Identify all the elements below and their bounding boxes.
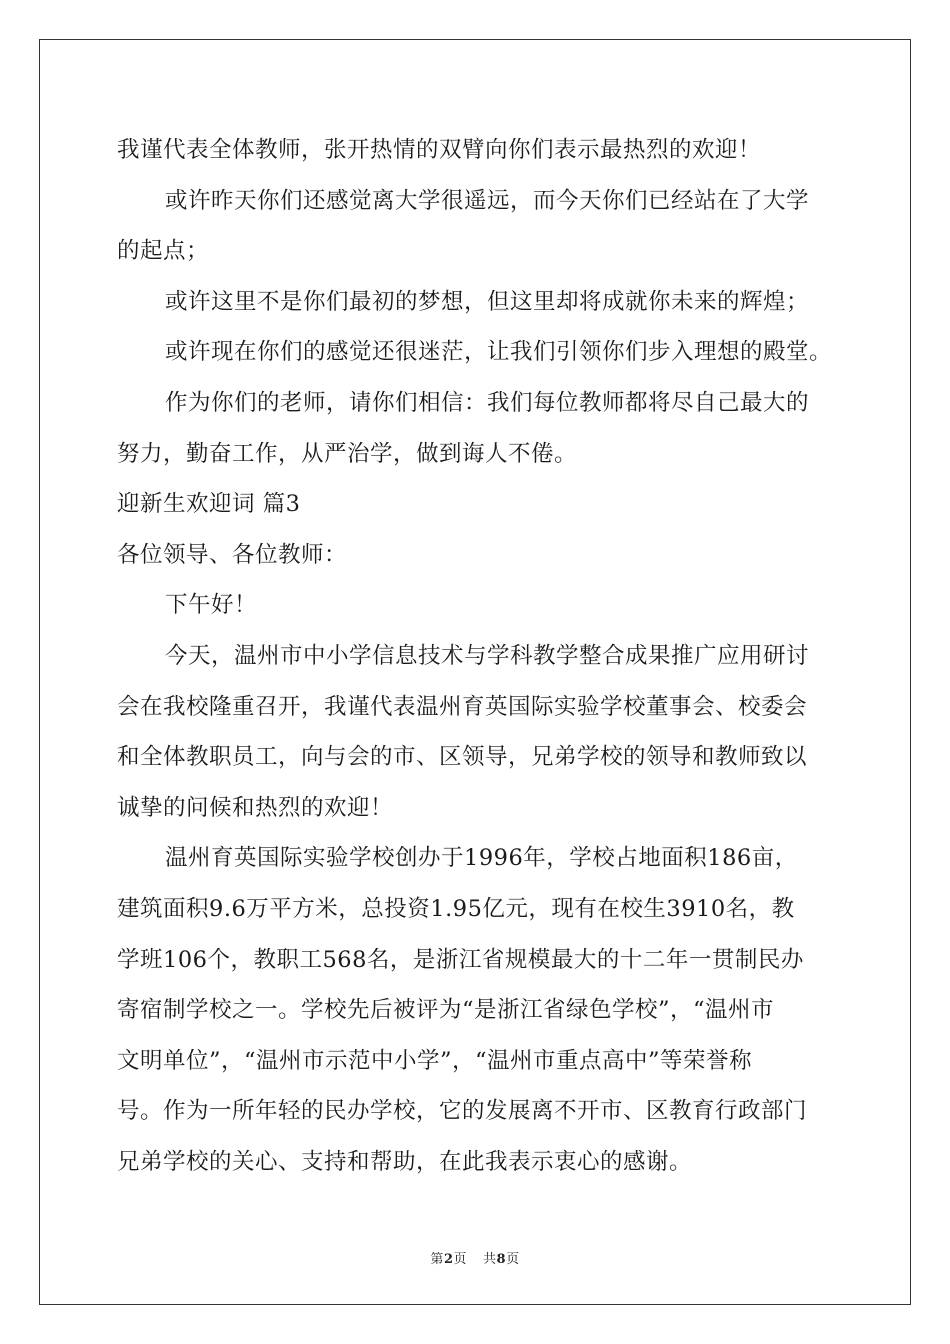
page-current: 2 <box>443 1252 454 1267</box>
total-prefix: 共 <box>483 1252 497 1267</box>
page-total: 8 <box>496 1252 507 1267</box>
text-line: 我谨代表全体教师，张开热情的双臂向你们表示最热烈的欢迎！ <box>117 137 762 163</box>
page-suffix: 页 <box>453 1252 467 1267</box>
paragraph-start: 今天，温州市中小学信息技术与学科教学整合成果推广应用研讨 <box>165 642 810 669</box>
text-line: 兄弟学校的关心、支持和帮助，在此我表示衷心的感谢。 <box>117 1148 693 1175</box>
page-prefix: 第 <box>430 1252 444 1267</box>
paragraph-start: 作为你们的老师，请你们相信：我们每位教师都将尽自己最大的 <box>165 389 810 416</box>
text-line: 和全体教职员工，向与会的市、区领导，兄弟学校的领导和教师致以 <box>117 744 808 771</box>
document-body <box>117 125 837 1187</box>
text-line: 建筑面积9.6万平方米，总投资1.95亿元，现有在校生3910名，教 <box>117 895 795 922</box>
text-line: 号。作为一所年轻的民办学校，它的发展离不开市、区教育行政部门 <box>117 1098 808 1125</box>
total-suffix: 页 <box>506 1252 520 1267</box>
paragraph-start: 或许昨天你们还感觉离大学很遥远，而今天你们已经站在了大学 <box>165 187 810 214</box>
text-line: 文明单位”，“温州市示范中小学”，“温州市重点高中”等荣誉称 <box>117 1047 753 1074</box>
paragraph-start: 或许这里不是你们最初的梦想，但这里却将成就你未来的辉煌； <box>165 288 810 315</box>
text-line: 会在我校隆重召开，我谨代表温州育英国际实验学校董事会、校委会 <box>117 693 808 720</box>
text-line: 的起点； <box>117 238 210 265</box>
salutation: 各位领导、各位教师： <box>117 541 348 568</box>
text-line: 诚挚的问候和热烈的欢迎！ <box>117 794 394 821</box>
text-line: 寄宿制学校之一。学校先后被评为“是浙江省绿色学校”，“温州市 <box>117 997 775 1024</box>
paragraph-start: 温州育英国际实验学校创办于1996年，学校占地面积186亩， <box>165 845 798 872</box>
paragraph-start: 或许现在你们的感觉还很迷茫，让我们引领你们步入理想的殿堂。 <box>165 339 833 366</box>
greeting: 下午好！ <box>165 592 258 619</box>
text-line: 学班106个，教职工568名，是浙江省规模最大的十二年一贯制民办 <box>117 946 804 973</box>
page-footer <box>0 1248 950 1267</box>
text-line: 努力，勤奋工作，从严治学，做到诲人不倦。 <box>117 440 578 467</box>
section-heading: 迎新生欢迎词 篇3 <box>117 491 301 518</box>
